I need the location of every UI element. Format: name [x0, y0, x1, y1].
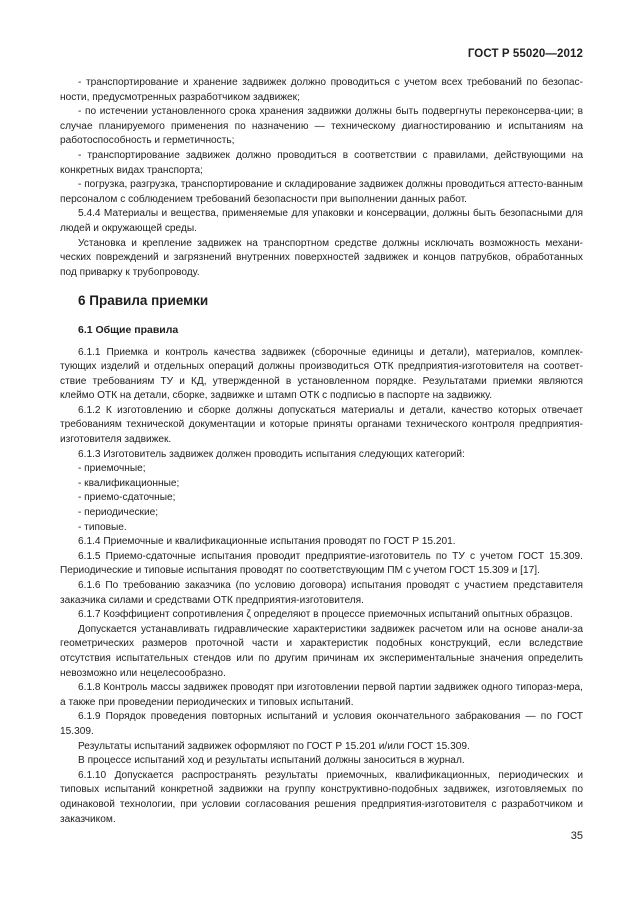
- paragraph: Допускается устанавливать гидравлические характеристики задвижек расчетом или на основе анали-за геометрических размеров проточной части и характеристик подобных конструкций, если вследствие отсутствия испытательных стендов или по другим причинам их экспериментальные значения определить невозможно или нецелесообразно.: [60, 623, 583, 679]
- paragraph: 6.1.6 По требованию заказчика (по условию договора) испытания проводят с участием представителя заказчика силами и средствами ОТК предприятия-изготовителя.: [60, 580, 583, 606]
- list-item: - квалификационные;: [78, 477, 180, 489]
- paragraph: 6.1.5 Приемо-сдаточные испытания проводит предприятие-изготовитель по ТУ с учетом ГОСТ 15.309. Периодические и типовые испытания проводят по соответствующим ПМ с учетом ГОСТ 15.309 и [17].: [60, 550, 583, 577]
- subsection-title: 6.1 Общие правила: [78, 323, 179, 336]
- paragraph: 6.1.10 Допускается распространять результаты приемочных, квалификационных, периодических и типовых испытаний конкретной задвижки на группу конструктивно-подобных задвижек, изготовляемых по одинаковой технологии, при условии согласования решения предприятия-изготовителя с разработчиком и заказчиком.: [60, 769, 583, 825]
- paragraph: 6.1.2 К изготовлению и сборке должны допускаться материалы и детали, качество которых отвечает требованиям технической документации и которые приняты органами технического контроля предприятия-изготовителя задвижек.: [60, 404, 583, 446]
- paragraph: - транспортирование и хранение задвижек должно проводиться с учетом всех требований по безопас-ности, предусмотренных разработчиком задвижек;: [60, 77, 583, 103]
- paragraph: В процессе испытаний ход и результаты испытаний должны заноситься в журнал.: [78, 755, 465, 767]
- paragraph: 6.1.3 Изготовитель задвижек должен проводить испытания следующих категорий:: [78, 448, 465, 460]
- paragraph: 6.1.4 Приемочные и квалификационные испытания проводят по ГОСТ Р 15.201.: [78, 536, 456, 548]
- paragraph: - по истечении установленного срока хранения задвижки должны быть подвергнуты переконсерва-ции; в случае планируемого применения по назначению — техническому диагностированию и испытаниям на работоспособность и герметичность;: [60, 106, 583, 147]
- paragraph: 6.1.9 Порядок проведения повторных испытаний и условия окончательного забракования — по ГОСТ 15.309.: [60, 711, 583, 737]
- list-item: - типовые.: [78, 521, 127, 533]
- document-body: [60, 76, 583, 827]
- paragraph: - транспортирование задвижек должно проводиться в соответствии с правилами, действующими на конкретных видах транспорта;: [60, 149, 583, 176]
- list-item: - приемочные;: [78, 463, 146, 475]
- paragraph: Результаты испытаний задвижек оформляют по ГОСТ Р 15.201 и/или ГОСТ 15.309.: [78, 740, 470, 752]
- paragraph: Установка и крепление задвижек на транспортном средстве должны исключать возможность механи-ческих повреждений и загрязнений внутренних поверхностей задвижек и концов патрубков, обработанных под приварку к трубопроводу.: [60, 237, 583, 278]
- section-title: 6 Правила приемки: [78, 293, 209, 309]
- paragraph: 6.1.7 Коэффициент сопротивления ζ определяют в процессе приемочных испытаний опытных образцов.: [78, 609, 573, 621]
- list-item: - периодические;: [78, 507, 159, 519]
- paragraph: 6.1.1 Приемка и контроль качества задвижек (сборочные единицы и детали), материалов, комплек-тующих изделий и отдельных операций должны производиться ОТК предприятия-изготовителя на соответ-ствие требованиям ТУ и КД, утвержденной в установленном порядке. Результатами приемки являются клеймо ОТК на детали, сборке, задвижке и штамп ОТК с подписью в паспорте на задвижку.: [60, 346, 583, 402]
- page-number: 35: [570, 830, 583, 842]
- list-item: - приемо-сдаточные;: [78, 492, 176, 504]
- standard-header: ГОСТ Р 55020—2012: [467, 48, 583, 60]
- paragraph: - погрузка, разгрузка, транспортирование и складирование задвижек должны проводиться аттесто-ванным персоналом с соблюдением требований безопасности при выполнении данных работ.: [60, 179, 583, 205]
- paragraph: 5.4.4 Материалы и вещества, применяемые для упаковки и консервации, должны быть безопасными для людей и окружающей среды.: [60, 208, 583, 234]
- paragraph: 6.1.8 Контроль массы задвижек проводят при изготовлении первой партии задвижек одного типораз-мера, а также при проведении периодических и типовых испытаний.: [60, 682, 583, 708]
